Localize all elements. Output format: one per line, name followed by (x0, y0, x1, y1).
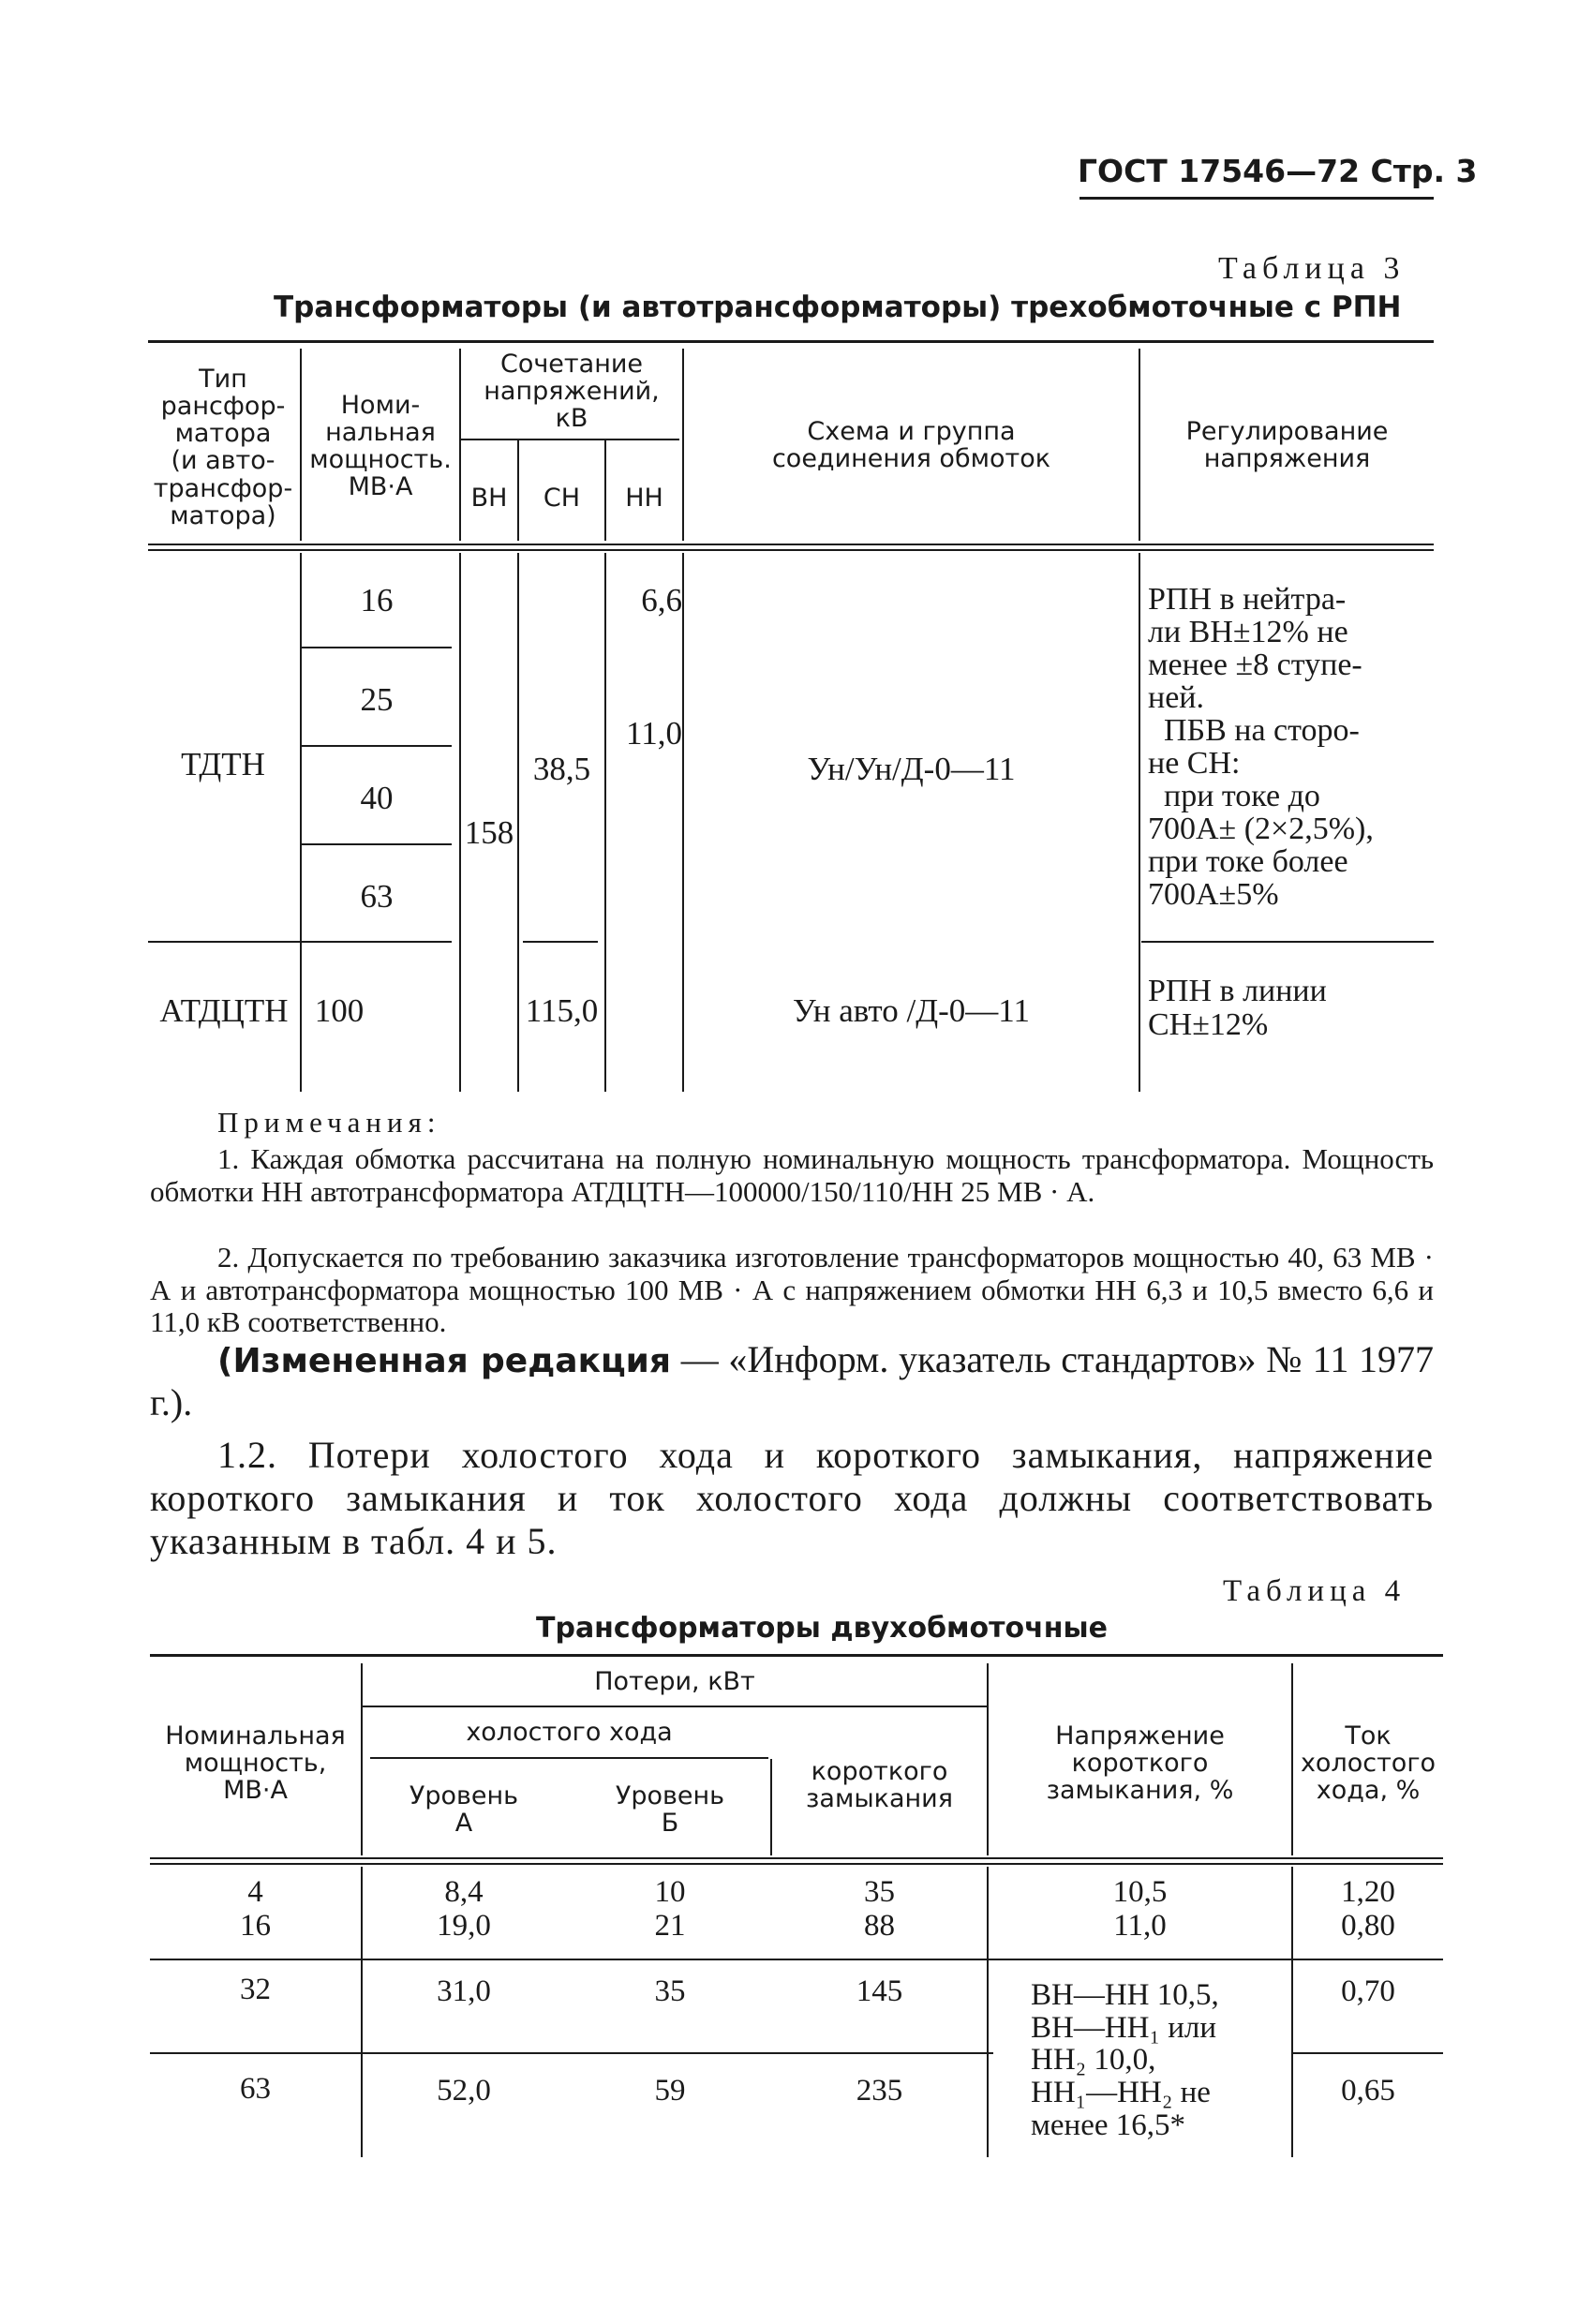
t3-head-voltages: Сочетание напряжений, кВ (484, 350, 660, 434)
table3-header-rule2 (148, 549, 1434, 551)
t3-power-100: 100 (314, 992, 365, 1029)
vrule-4b (604, 553, 606, 1092)
table4-header-rule2 (150, 1863, 1443, 1865)
t3-scheme-2: Ун авто /Д-0—11 (793, 992, 1030, 1029)
t3-head-scheme: Схема и группа соединения обмоток (771, 417, 1051, 474)
idle-sub-rule (370, 1757, 768, 1759)
t4-head-current: Ток холостого хода, % (1300, 1721, 1437, 1806)
t4-r1-voltage: 10,5 11,0 (1112, 1875, 1168, 1943)
table4-top-rule (150, 1654, 1443, 1657)
t4-voltage-merged: ВН—НН 10,5, ВН—НН₁ или НН₂ 10,0, НН₁—НН₂ не менее 16,5* (1031, 1978, 1219, 2142)
t3-head-type: Тип рансфор- матора (и авто- трансфор- матора) (153, 365, 293, 530)
losses-sub-rule (361, 1706, 987, 1707)
t3-power-16: 16 (360, 582, 394, 618)
running-title: ГОСТ 17546—72 Стр. 3 (1078, 153, 1478, 189)
t4-head-losses: Потери, кВт (594, 1667, 755, 1696)
t3-scheme-1: Ун/Ун/Д-0—11 (807, 751, 1016, 787)
t4-vrule-1b (361, 1867, 363, 2157)
table3-top-rule (148, 340, 1434, 343)
power-sep-1 (302, 647, 452, 648)
t4-r1-power: 4 16 (240, 1875, 271, 1943)
table4-title: Трансформаторы двухобмоточные (536, 1612, 1108, 1645)
group-sep-right (1141, 941, 1434, 943)
t4-r2-short: 145 (856, 1974, 903, 2008)
t4-r2-a: 31,0 (437, 1974, 491, 2008)
note-2: 2. Допускается по требованию заказчика изготовление трансформаторов мощностью 40, 63 МВ · А и автотрансформатора мощностью 100 МВ · А с напряжением обмотки НН 6,3 и 10,5 вместо 6,6 и 11,0 кВ соответственно. (150, 1241, 1434, 1339)
paragraph-1-2: 1.2. Потери холостого хода и короткого замыкания, напряжение короткого замыкания и ток холостого хода должны соответствовать указанным в табл. 4 и 5. (150, 1434, 1434, 1562)
t3-regulation-2: РПН в линии СН±12% (1148, 974, 1327, 1042)
t4-r3-a: 52,0 (437, 2074, 491, 2108)
t4-r2-b: 35 (654, 1974, 686, 2008)
t3-head-sn: СН (543, 484, 581, 513)
t3-head-vn: ВН (470, 484, 508, 513)
table3-header-rule (148, 544, 1434, 545)
t3-sn-115: 115,0 (525, 992, 599, 1029)
t4-r3-power: 63 (240, 2072, 271, 2106)
vrule-6b (1139, 553, 1140, 1092)
t3-sn-38-5: 38,5 (532, 751, 591, 787)
t3-regulation-1: РПН в нейтра- ли ВН±12% не менее ±8 ступе- ней. ПБВ на сторо- не СН: при токе до 700А± (2×2,5%), при токе более 700А±5% (1148, 582, 1374, 913)
table4-label: Таблица 4 (1223, 1574, 1407, 1608)
power-sep-3 (302, 843, 452, 845)
table3-label: Таблица 3 (1218, 251, 1406, 286)
header-rule (1079, 197, 1434, 200)
t4-r3-short: 235 (856, 2074, 903, 2108)
t4-row-sep-1 (150, 1959, 1443, 1960)
t4-head-voltage: Напряжение короткого замыкания, % (1046, 1721, 1234, 1806)
note-1: 1. Каждая обмотка рассчитана на полную номинальную мощность трансформатора. Мощность обмотки НН автотрансформатора АТДЦТН—100000/150/110/НН 25 МВ · А. (150, 1142, 1434, 1208)
amendment (150, 1338, 1434, 1424)
notes-title: Примечания: (217, 1106, 441, 1139)
table4-header-rule (150, 1857, 1443, 1859)
t3-power-25: 25 (360, 681, 394, 718)
t4-row-sep-2b (1293, 2052, 1443, 2054)
table3-title: Трансформаторы (и автотрансформаторы) трехобмоточные с РПН (274, 290, 1402, 324)
t4-r1-short: 35 88 (864, 1875, 895, 1943)
t3-type-atdctn: АТДЦТН (159, 992, 289, 1029)
t3-head-nn: НН (625, 484, 663, 513)
t3-type-tdtn: ТДТН (181, 746, 265, 782)
power-sep-2 (302, 745, 452, 747)
t4-r1-current: 1,20 0,80 (1341, 1875, 1395, 1943)
t4-r1-b: 10 21 (654, 1875, 686, 1943)
t3-nn-6-6: 6,6 (641, 582, 682, 618)
t3-power-63: 63 (360, 878, 394, 915)
t4-head-short: короткого замыкания (806, 1757, 953, 1814)
t4-r1-a: 8,4 19,0 (437, 1875, 491, 1943)
t3-power-40: 40 (360, 780, 394, 816)
t4-r3-b: 59 (654, 2074, 686, 2108)
t4-head-idle: холостого хода (466, 1718, 673, 1747)
t3-nn-11-0: 11,0 (626, 715, 682, 752)
voltages-sub-rule (461, 439, 679, 440)
t4-head-power: Номинальная мощность, МВ·А (165, 1721, 346, 1806)
t3-vn-158: 158 (464, 814, 514, 851)
t4-row-sep-2 (150, 2052, 993, 2054)
t3-head-regulation: Регулирование напряжения (1185, 417, 1389, 474)
amendment-rest: — «Информ. указатель стандартов» № 11 1977 г.). (150, 1338, 1435, 1423)
t3-head-power: Номи- нальная мощность. МВ·А (309, 391, 452, 502)
amendment-bold: (Измененная редакция (217, 1342, 672, 1380)
group-sep-sn (523, 941, 598, 943)
t4-head-level-a: Уровень А (409, 1781, 519, 1839)
t4-r2-current: 0,70 (1341, 1974, 1395, 2008)
t4-r2-power: 32 (240, 1973, 271, 2006)
t4-r3-current: 0,65 (1341, 2074, 1395, 2108)
t4-head-level-b: Уровень Б (615, 1781, 725, 1839)
